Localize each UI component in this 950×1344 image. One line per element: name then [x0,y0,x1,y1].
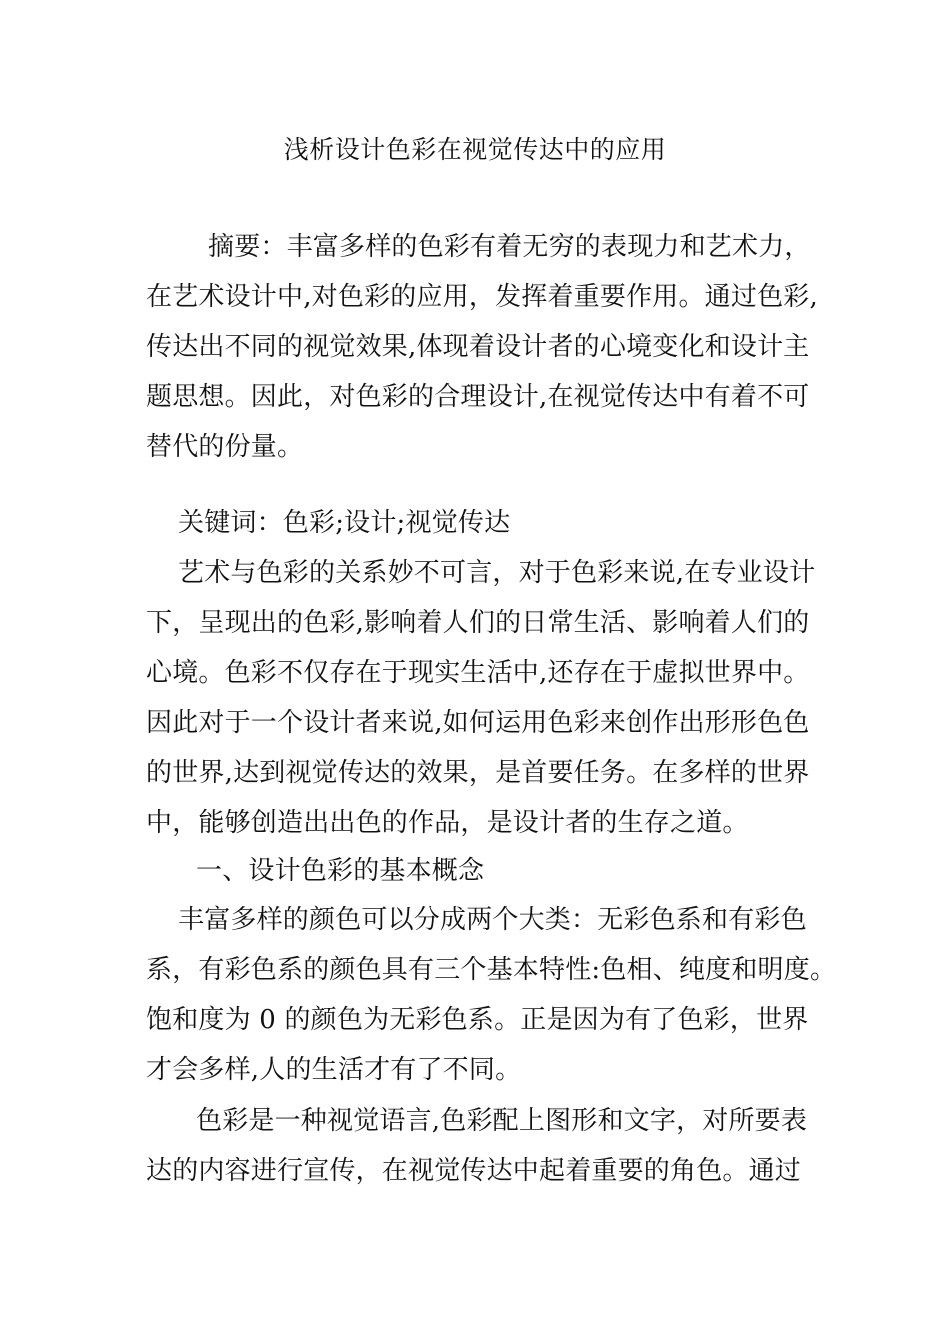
section-paragraph-line: 色彩是一种视觉语言,色彩配上图形和文字，对所要表 [196,1106,808,1136]
section-heading-text: 一、设计色彩的基本概念 [196,856,485,886]
abstract-line: 传达出不同的视觉效果,体现着设计者的心境变化和设计主 [146,332,810,362]
abstract-line: 替代的份量。 [146,432,304,462]
section-paragraph-line: 才会多样,人的生活才有了不同。 [146,1055,522,1085]
keywords-line [146,498,806,548]
keywords-text: 关键词：色彩;设计;视觉传达 [178,508,511,538]
document-title: 浅析设计色彩在视觉传达中的应用 [283,135,667,164]
section-paragraph-line: 达的内容进行宣传，在视觉传达中起着重要的角色。通过 [146,1156,802,1186]
abstract-line: 摘要：丰富多样的色彩有着无穷的表现力和艺术力， [208,232,811,262]
intro-line: 的世界,达到视觉传达的效果，是首要任务。在多样的世界 [146,758,810,788]
abstract-line: 在艺术设计中,对色彩的应用，发挥着重要作用。通过色彩, [146,282,818,312]
abstract-line: 题思想。因此，对色彩的合理设计,在视觉传达中有着不可 [146,382,810,412]
section-paragraph-line: 饱和度为 0 的颜色为无彩色系。正是因为有了色彩，世界 [146,1005,809,1035]
intro-line: 中，能够创造出出色的作品，是设计者的生存之道。 [146,808,749,838]
intro-paragraph [146,548,816,848]
section-paragraph-line: 系，有彩色系的颜色具有三个基本特性:色相、纯度和明度。 [146,955,837,985]
section-paragraph [146,1096,806,1196]
intro-line: 艺术与色彩的关系妙不可言，对于色彩来说,在专业设计 [178,558,816,588]
section-paragraph-line: 丰富多样的颜色可以分成两个大类：无彩色系和有彩色 [178,905,807,935]
intro-line: 下，呈现出的色彩,影响着人们的日常生活、影响着人们的 [146,608,810,638]
section-paragraph [146,895,837,1095]
intro-line: 心境。色彩不仅存在于现实生活中,还存在于虚拟世界中。 [146,658,810,688]
abstract-paragraph [146,222,818,472]
section-heading [146,846,806,896]
intro-line: 因此对于一个设计者来说,如何运用色彩来创作出形形色色 [146,708,810,738]
